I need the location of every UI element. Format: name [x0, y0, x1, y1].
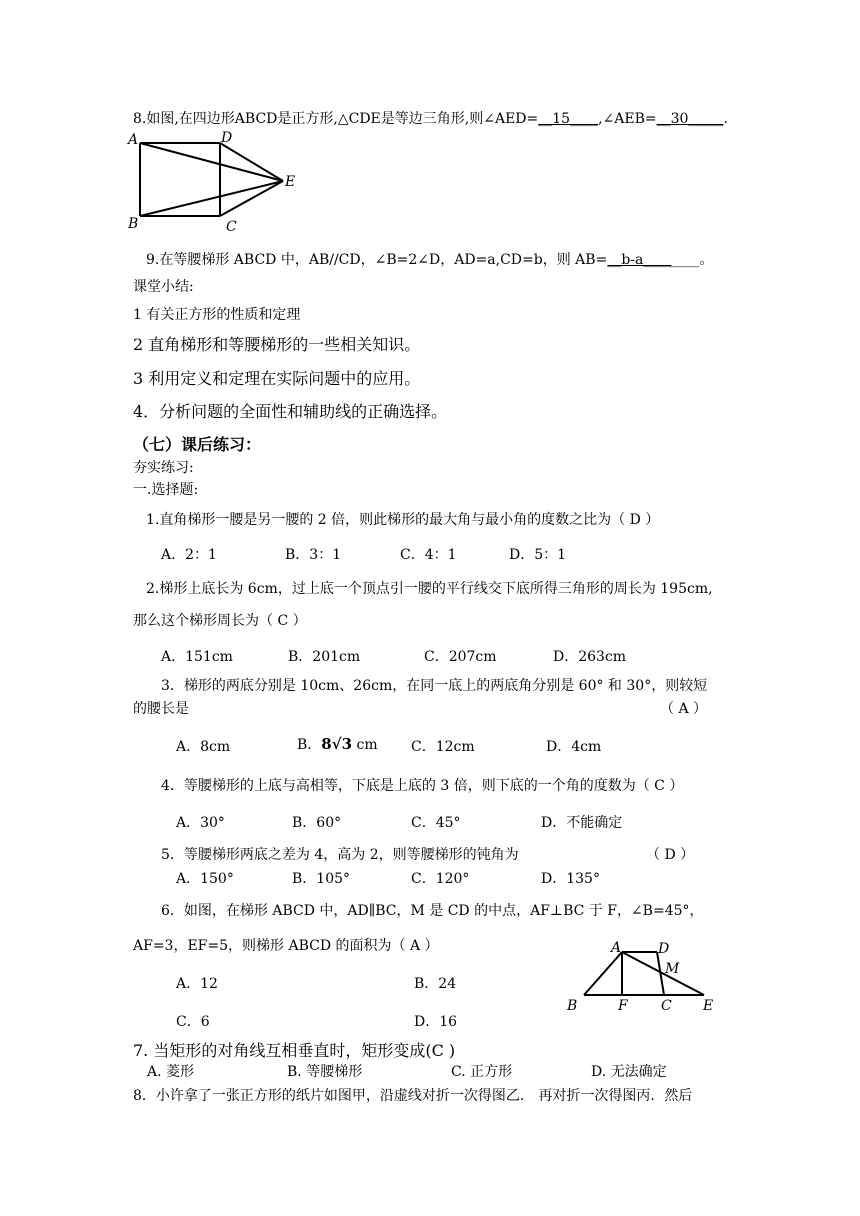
question-5: 5．等腰梯形两底之差为 4，高为 2，则等腰梯形的钝角为 [161, 847, 519, 863]
q7-option-c: C. 正方形 [451, 1064, 513, 1080]
q4-option-c: C．45° [411, 815, 461, 831]
summary-item-4: 4．分析问题的全面性和辅助线的正确选择。 [133, 402, 448, 421]
q9-end: ____。 [671, 252, 714, 268]
fig6-label-f: F [618, 998, 628, 1014]
q5-option-b: B．105° [292, 871, 351, 887]
q4-option-b: B．60° [292, 815, 342, 831]
fig6-label-e: E [703, 998, 714, 1014]
q3-option-a: A．8cm [176, 739, 231, 755]
q3-option-b-value: 8√3 [321, 735, 353, 753]
q6-option-c: C．6 [176, 1014, 210, 1030]
q8-line [133, 108, 728, 128]
q1-option-b: B．3：1 [285, 547, 342, 563]
q3-option-b-letter: B． [297, 737, 322, 753]
question-3-answer: （ A ） [660, 701, 708, 717]
fig8-label-e: E [285, 174, 296, 190]
fig6-label-a: A [611, 940, 622, 956]
q5-option-c: C．120° [411, 871, 470, 887]
q3-option-d: D．4cm [546, 739, 602, 755]
q9-prefix: 9.在等腰梯形 ABCD 中，AB//CD，∠B=2∠D，AD=a,CD=b，则 AB= [146, 252, 608, 268]
question-6-line-2: AF=3，EF=5，则梯形 ABCD 的面积为（ A ） [133, 938, 439, 954]
q2-option-c: C．207cm [424, 649, 497, 665]
summary-item-2: 2 直角梯形和等腰梯形的一些相关知识。 [133, 335, 421, 354]
q9-answer: __b-a____ [607, 252, 672, 268]
fig6-label-d: D [658, 941, 670, 957]
summary-heading: 课堂小结: [133, 279, 194, 295]
question-7: 7. 当矩形的对角线互相垂直时，矩形变成(C ) [133, 1041, 456, 1060]
q6-option-a: A．12 [176, 976, 218, 992]
q5-option-a: A．150° [176, 871, 234, 887]
fig8-label-c: C [226, 219, 237, 235]
q2-option-b: B．201cm [288, 649, 361, 665]
q5-option-d: D．135° [541, 871, 600, 887]
q7-option-d: D. 无法确定 [591, 1064, 667, 1080]
q1-option-d: D．5：1 [509, 547, 567, 563]
fig6-label-b: B [567, 998, 578, 1014]
section-7-sub2: 一.选择题: [133, 482, 199, 498]
q8-end: . [723, 111, 728, 127]
q3-option-c: C．12cm [411, 739, 475, 755]
summary-item-3: 3 利用定义和定理在实际问题中的应用。 [133, 369, 421, 388]
q6-option-b: B．24 [414, 976, 457, 992]
section-7-title: （七）课后练习： [133, 435, 262, 454]
fig8-label-a: A [128, 132, 139, 148]
question-1: 1.直角梯形一腰是另一腰的 2 倍，则此梯形的最大角与最小角的度数之比为（ D ） [146, 512, 660, 528]
fig8-label-d: D [221, 130, 233, 146]
q9-line [146, 249, 713, 269]
q7-option-a: A. 菱形 [147, 1064, 195, 1080]
question-3-line-2: 的腰长是 [133, 701, 189, 717]
q1-option-c: C．4：1 [400, 547, 457, 563]
q3-option-b [297, 734, 378, 754]
question-8b: 8．小许拿了一张正方形的纸片如图甲，沿虚线对折一次得图乙． 再对折一次得图丙．然后 [133, 1088, 693, 1104]
question-6-line-1: 6．如图，在梯形 ABCD 中，AD∥BC，M 是 CD 的中点，AF⊥BC 于 F，∠B=45°， [161, 903, 704, 919]
q8-answer-aeb: __30_____ [656, 111, 724, 127]
question-3-line-1: 3．梯形的两底分别是 10cm、26cm，在同一底上的两底角分别是 60° 和 30°，则较短 [161, 678, 708, 694]
question-5-answer: （ D ） [646, 847, 695, 863]
q1-option-a: A．2：1 [161, 547, 217, 563]
question-2-line-1: 2.梯形上底长为 6cm，过上底一个顶点引一腰的平行线交下底所得三角形的周长为 195cm, [146, 581, 713, 597]
question-2-line-2: 那么这个梯形周长为（ C ） [133, 613, 307, 629]
fig8-label-b: B [128, 216, 139, 232]
q2-option-d: D．263cm [553, 649, 627, 665]
q8-prefix: 8.如图,在四边形ABCD是正方形,△CDE是等边三角形,则∠AED= [133, 111, 539, 127]
q4-option-a: A．30° [176, 815, 225, 831]
q7-option-b: B. 等腰梯形 [287, 1064, 363, 1080]
q8-mid: ,∠AEB= [598, 111, 657, 127]
q8-answer-aed: __15____ [538, 111, 599, 127]
question-4: 4．等腰梯形的上底与高相等，下底是上底的 3 倍，则下底的一个角的度数为（ C ） [161, 778, 684, 794]
q8-square-triangle-figure [125, 128, 305, 238]
q2-option-a: A．151cm [161, 649, 233, 665]
q6-trapezoid-figure [562, 938, 722, 1018]
fig6-label-c: C [661, 998, 672, 1014]
fig6-label-m: M [665, 961, 680, 977]
q4-option-d: D．不能确定 [541, 815, 623, 831]
q6-option-d: D．16 [414, 1014, 458, 1030]
q3-option-b-unit: cm [352, 737, 378, 753]
section-7-sub1: 夯实练习: [133, 460, 194, 476]
summary-item-1: 1 有关正方形的性质和定理 [133, 307, 301, 323]
